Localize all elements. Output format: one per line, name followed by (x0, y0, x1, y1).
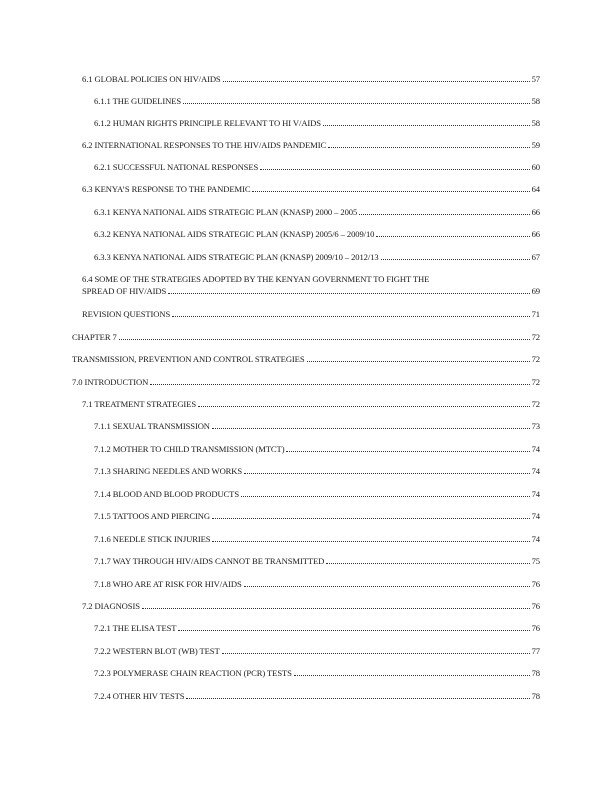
dot-leader (244, 586, 530, 587)
toc-entry-page: 74 (531, 466, 540, 476)
toc-entry-page: 71 (531, 309, 540, 319)
toc-entry-line (82, 285, 540, 297)
toc-entry-title: 7.2.1 THE ELISA TEST (94, 623, 177, 633)
toc-entry[interactable] (94, 465, 540, 477)
toc-entry-page: 58 (531, 96, 540, 106)
toc-entry[interactable] (94, 161, 540, 173)
toc-entry-title: SPREAD OF HIV/AIDS (82, 286, 167, 296)
toc-entry-line (94, 95, 540, 107)
dot-leader (168, 293, 529, 294)
toc-entry-title: 7.1.3 SHARING NEEDLES AND WORKS (94, 466, 243, 476)
dot-leader (252, 191, 529, 192)
toc-entry-title: 7.1.4 BLOOD AND BLOOD PRODUCTS (94, 489, 240, 499)
toc-entry-page: 60 (531, 162, 540, 172)
toc-entry-page: 74 (531, 534, 540, 544)
toc-entry-title: 6.3.1 KENYA NATIONAL AIDS STRATEGIC PLAN (KNASP) 2000 – 2005 (94, 207, 358, 217)
toc-entry-page: 74 (531, 511, 540, 521)
toc-entry[interactable] (82, 273, 540, 297)
toc-entry-line (94, 117, 540, 129)
toc-entry-line (94, 228, 540, 240)
toc-entry-page: 72 (531, 377, 540, 387)
toc-entry-page: 67 (531, 252, 540, 262)
toc-entry-page: 76 (531, 601, 540, 611)
dot-leader (223, 81, 530, 82)
toc-entry-title: 6.1.1 THE GUIDELINES (94, 96, 182, 106)
toc-entry-line (94, 465, 540, 477)
toc-entry-page: 59 (531, 140, 540, 150)
toc-entry-line (94, 622, 540, 634)
toc-entry-page: 78 (531, 691, 540, 701)
toc-entry[interactable] (94, 206, 540, 218)
toc-entry-page: 72 (531, 332, 540, 342)
dot-leader (186, 698, 529, 699)
toc-entry-title: REVISION QUESTIONS (82, 309, 171, 319)
toc-entry-page: 72 (531, 399, 540, 409)
toc-entry[interactable] (82, 139, 540, 151)
dot-leader (286, 451, 529, 452)
toc-entry-page: 58 (531, 118, 540, 128)
toc-entry-line (94, 510, 540, 522)
dot-leader (307, 361, 530, 362)
toc-entry-title: 6.2.1 SUCCESSFUL NATIONAL RESPONSES (94, 162, 259, 172)
toc-entry-title: CHAPTER 7 (72, 332, 117, 342)
toc-entry-title: 6.3.3 KENYA NATIONAL AIDS STRATEGIC PLAN (KNASP) 2009/10 – 2012/13 (94, 252, 379, 262)
toc-entry-line (72, 376, 540, 388)
toc-entry-title: 7.1 TREATMENT STRATEGIES (82, 399, 197, 409)
toc-entry-line (94, 667, 540, 679)
dot-leader (381, 259, 530, 260)
toc-entry-title: 6.1.2 HUMAN RIGHTS PRINCIPLE RELEVANT TO HI V/AIDS (94, 118, 321, 128)
toc-entry-page: 64 (531, 184, 540, 194)
toc-entry[interactable] (94, 251, 540, 263)
toc-entry-line (94, 690, 540, 702)
dot-leader (150, 384, 529, 385)
toc-entry[interactable] (82, 73, 540, 85)
toc-entry-line (82, 139, 540, 151)
toc-entry[interactable] (82, 398, 540, 410)
toc-entry-line (94, 533, 540, 545)
toc-entry-line (94, 443, 540, 455)
toc-entry-line (94, 420, 540, 432)
toc-entry-line (94, 251, 540, 263)
toc-entry-line (72, 353, 540, 365)
dot-leader (178, 630, 529, 631)
toc-entry-title: 7.1.1 SEXUAL TRANSMISSION (94, 421, 210, 431)
toc-entry[interactable] (94, 690, 540, 702)
toc-entry[interactable] (94, 228, 540, 240)
toc-entry[interactable] (94, 622, 540, 634)
dot-leader (183, 103, 529, 104)
toc-entry-line (94, 488, 540, 500)
toc-entry-page: 66 (531, 207, 540, 217)
dot-leader (376, 236, 529, 237)
dot-leader (328, 147, 529, 148)
toc-entry-page: 57 (531, 74, 540, 84)
toc-entry[interactable] (72, 376, 540, 388)
toc-entry-line (82, 183, 540, 195)
toc-entry-page: 69 (531, 286, 540, 296)
toc-entry[interactable] (82, 600, 540, 612)
toc-entry-line (94, 555, 540, 567)
dot-leader (212, 541, 529, 542)
toc-entry-page: 78 (531, 668, 540, 678)
toc-entry-line (82, 398, 540, 410)
toc-entry-title: 7.0 INTRODUCTION (72, 377, 149, 387)
toc-entry-page: 76 (531, 623, 540, 633)
toc-entry-page: 74 (531, 444, 540, 454)
toc-entry[interactable] (94, 488, 540, 500)
toc-entry-title: 7.1.8 WHO ARE AT RISK FOR HIV/AIDS (94, 579, 242, 589)
dot-leader (172, 316, 529, 317)
toc-entry-page: 75 (531, 556, 540, 566)
toc-entry-line (94, 645, 540, 657)
toc-entry[interactable] (72, 353, 540, 365)
toc-entry[interactable] (94, 533, 540, 545)
toc-entry[interactable] (82, 183, 540, 195)
dot-leader (359, 214, 529, 215)
dot-leader (212, 428, 530, 429)
dot-leader (260, 169, 529, 170)
toc-entry-page: 77 (531, 646, 540, 656)
toc-entry-line (82, 308, 540, 320)
toc-entry-title: 7.2.2 WESTERN BLOT (WB) TEST (94, 646, 220, 656)
toc-entry-title: 7.1.7 WAY THROUGH HIV/AIDS CANNOT BE TRANSMITTED (94, 556, 325, 566)
toc-entry-page: 66 (531, 229, 540, 239)
dot-leader (244, 473, 530, 474)
toc-entry[interactable] (94, 95, 540, 107)
toc-entry-page: 72 (531, 354, 540, 364)
toc-entry[interactable] (94, 645, 540, 657)
toc-entry-title-line1: 6.4 SOME OF THE STRATEGIES ADOPTED BY THE KENYAN GOVERNMENT TO FIGHT THE (82, 274, 430, 284)
toc-entry-page: 76 (531, 579, 540, 589)
toc-entry[interactable] (94, 443, 540, 455)
toc-entry-title: 7.1.6 NEEDLE STICK INJURIES (94, 534, 211, 544)
dot-leader (142, 608, 530, 609)
toc-entry-page: 74 (531, 489, 540, 499)
toc-entry-title: TRANSMISSION, PREVENTION AND CONTROL STRATEGIES (72, 354, 305, 364)
toc-entry-title: 7.2.4 OTHER HIV TESTS (94, 691, 185, 701)
toc-entry-title: 6.2 INTERNATIONAL RESPONSES TO THE HIV/AIDS PANDEMIC (82, 140, 327, 150)
toc-entry-title: 7.2 DIAGNOSIS (82, 601, 140, 611)
dot-leader (326, 563, 529, 564)
toc-entry[interactable] (94, 667, 540, 679)
toc-entry[interactable] (94, 117, 540, 129)
toc-entry-title: 6.3.2 KENYA NATIONAL AIDS STRATEGIC PLAN (KNASP) 2005/6 – 2009/10 (94, 229, 375, 239)
toc-entry-title: 7.2.3 POLYMERASE CHAIN REACTION (PCR) TESTS (94, 668, 292, 678)
dot-leader (323, 125, 530, 126)
toc-entry-title: 6.3 KENYA’S RESPONSE TO THE PANDEMIC (82, 184, 251, 194)
toc-entry-line (82, 73, 540, 85)
dot-leader (198, 406, 530, 407)
dot-leader (212, 518, 530, 519)
toc-entry[interactable] (94, 510, 540, 522)
toc-entry-title: 6.1 GLOBAL POLICIES ON HIV/AIDS (82, 74, 221, 84)
toc-entry[interactable] (94, 578, 540, 590)
dot-leader (241, 496, 530, 497)
dot-leader (294, 675, 530, 676)
toc-entry-page: 73 (531, 421, 540, 431)
dot-leader (222, 653, 530, 654)
toc-entry-line (94, 161, 540, 173)
toc-entry-line (94, 578, 540, 590)
toc-entry-title: 7.1.2 MOTHER TO CHILD TRANSMISSION (MTCT) (94, 444, 285, 454)
toc-entry-line (72, 331, 540, 343)
toc-entry-line (94, 206, 540, 218)
toc-entry-line (82, 600, 540, 612)
dot-leader (119, 339, 530, 340)
toc-entry-title: 7.1.5 TATTOOS AND PIERCING (94, 511, 210, 521)
toc-entry[interactable] (94, 555, 540, 567)
toc-entry[interactable] (82, 308, 540, 320)
toc-entry[interactable] (94, 420, 540, 432)
toc-entry[interactable] (72, 331, 540, 343)
